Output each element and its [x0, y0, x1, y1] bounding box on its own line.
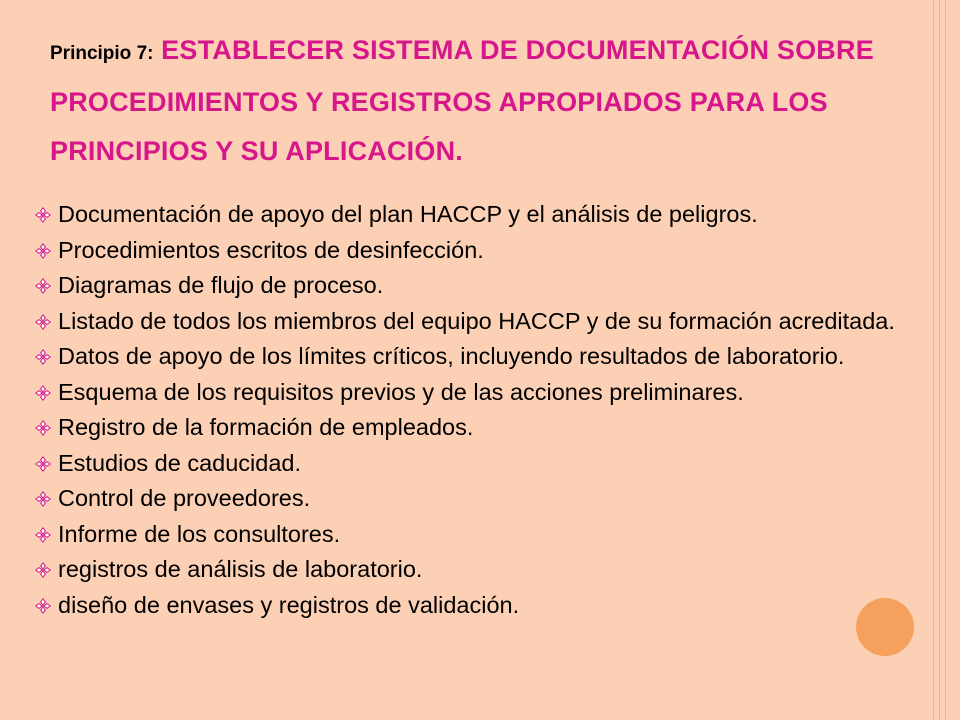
- diamond-bullet-icon: [35, 420, 51, 436]
- list-item-text: Documentación de apoyo del plan HACCP y el análisis de peligros.: [58, 201, 758, 227]
- list-item-text: Listado de todos los miembros del equipo HACCP y de su formación acreditada.: [58, 307, 895, 334]
- diamond-bullet-icon: [35, 527, 51, 543]
- slide-title: [50, 26, 920, 176]
- diamond-bullet-icon: [35, 598, 51, 614]
- list-item: [32, 233, 937, 269]
- list-item-text: Procedimientos escritos de desinfección.: [58, 236, 484, 263]
- decorative-circle: [856, 598, 914, 656]
- diamond-bullet-icon: [35, 385, 51, 401]
- list-item: [32, 481, 937, 517]
- list-item-text: Informe de los consultores.: [58, 520, 341, 547]
- list-item-text: diseño de envases y registros de validación.: [58, 591, 520, 618]
- list-item: [32, 197, 937, 233]
- diamond-bullet-icon: [35, 207, 51, 223]
- list-item-text: Control de proveedores.: [58, 485, 311, 511]
- decorative-line: [945, 0, 946, 720]
- list-item-text: registros de análisis de laboratorio.: [58, 556, 423, 582]
- list-item-text: Datos de apoyo de los límites críticos, incluyendo resultados de laboratorio.: [58, 343, 845, 369]
- list-item: [32, 339, 937, 375]
- title-text: ESTABLECER SISTEMA DE DOCUMENTACIÓN SOBRE PROCEDIMIENTOS Y REGISTROS APROPIADOS PARA LOS PRINCIPIOS Y SU APLICACIÓN.: [50, 35, 874, 166]
- title-label: Principio 7:: [50, 43, 154, 64]
- list-item: [32, 268, 937, 304]
- list-item: [32, 588, 937, 624]
- list-item: [32, 552, 937, 588]
- diamond-bullet-icon: [35, 243, 51, 259]
- diamond-bullet-icon: [35, 314, 51, 330]
- diamond-bullet-icon: [35, 349, 51, 365]
- diamond-bullet-icon: [35, 562, 51, 578]
- list-item: [32, 375, 937, 411]
- list-item: [32, 410, 937, 446]
- list-item-text: Estudios de caducidad.: [58, 449, 301, 476]
- bullet-list: [32, 197, 937, 623]
- diamond-bullet-icon: [35, 491, 51, 507]
- list-item: [32, 517, 937, 553]
- list-item-text: Esquema de los requisitos previos y de las acciones preliminares.: [58, 378, 744, 405]
- list-item: [32, 304, 937, 340]
- list-item-text: Diagramas de flujo de proceso.: [58, 272, 384, 298]
- diamond-bullet-icon: [35, 456, 51, 472]
- decorative-line: [939, 0, 940, 720]
- list-item-text: Registro de la formación de empleados.: [58, 414, 474, 440]
- diamond-bullet-icon: [35, 278, 51, 294]
- list-item: [32, 446, 937, 482]
